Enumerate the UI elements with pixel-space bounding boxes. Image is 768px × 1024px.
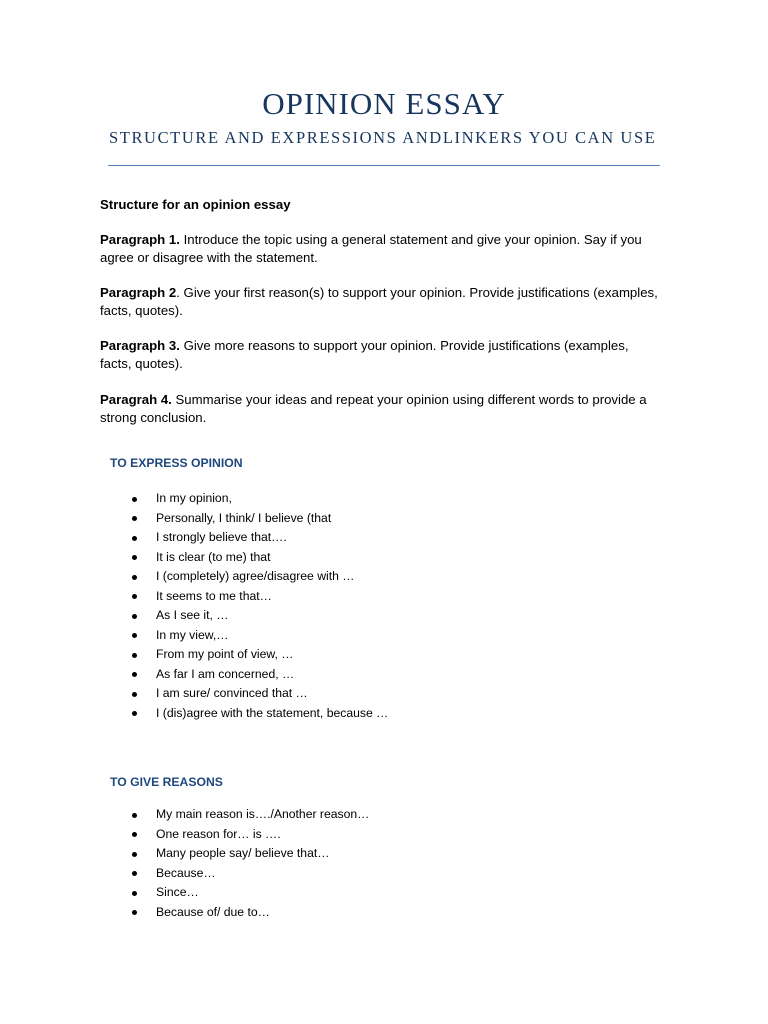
bullet-icon [132, 594, 137, 599]
bullet-icon [132, 711, 137, 716]
list-item-text: I am sure/ convinced that … [156, 686, 308, 700]
paragraph-3 [100, 337, 660, 373]
list-item [130, 805, 369, 825]
list-item-text: It seems to me that… [156, 588, 272, 603]
express-opinion-list [130, 489, 388, 723]
bullet-icon [132, 813, 137, 818]
paragraph-label: Paragrah 4. [100, 392, 172, 407]
paragraph-1 [100, 231, 660, 267]
list-item [130, 528, 388, 548]
paragraph-4 [100, 391, 660, 427]
list-item-text: My main reason is…./Another reason… [156, 807, 370, 821]
bullet-icon [132, 555, 137, 560]
list-item-text: Because of/ due to… [156, 904, 270, 919]
give-reasons-list [130, 805, 369, 922]
list-item-text: In my view,… [156, 627, 229, 642]
structure-heading-text: Structure for an opinion essay [100, 197, 291, 212]
bullet-icon [132, 614, 137, 619]
list-item-text: I (completely) agree/disagree with … [156, 569, 355, 583]
list-item [130, 665, 388, 685]
list-item [130, 606, 388, 626]
bullet-icon [132, 910, 137, 915]
bullet-icon [132, 692, 137, 697]
document-title: OPINION ESSAY [262, 86, 506, 121]
give-reasons-heading: TO GIVE REASONS [110, 775, 223, 789]
list-item-text: As I see it, … [156, 608, 229, 622]
bullet-icon [132, 516, 137, 521]
list-item-text: One reason for… is …. [156, 826, 281, 841]
bullet-icon [132, 633, 137, 638]
bullet-icon [132, 891, 137, 896]
paragraph-text: Summarise your ideas and repeat your opinion using different words to provide a strong conclusion. [100, 392, 647, 425]
title-divider [108, 165, 660, 166]
paragraph-label: Paragraph 1. [100, 232, 180, 247]
list-item [130, 587, 388, 607]
list-item-text: As far I am concerned, … [156, 666, 295, 681]
bullet-icon [132, 497, 137, 502]
paragraph-text: . Give your first reason(s) to support your opinion. Provide justifications (examples, facts, quotes). [100, 285, 658, 318]
list-item [130, 626, 388, 646]
bullet-icon [132, 832, 137, 837]
list-item-text: From my point of view, … [156, 647, 294, 661]
paragraph-2 [100, 284, 660, 320]
bullet-icon [132, 672, 137, 677]
express-opinion-heading: TO EXPRESS OPINION [110, 456, 243, 470]
list-item [130, 567, 388, 587]
list-item [130, 883, 369, 903]
bullet-icon [132, 852, 137, 857]
list-item [130, 903, 369, 923]
list-item-text: I (dis)agree with the statement, because … [156, 705, 389, 720]
list-item-text: Personally, I think/ I believe (that [156, 510, 332, 525]
bullet-icon [132, 871, 137, 876]
bullet-icon [132, 575, 137, 580]
list-item [130, 864, 369, 884]
bullet-icon [132, 653, 137, 658]
list-item [130, 825, 369, 845]
list-item-text: I strongly believe that…. [156, 530, 287, 544]
list-item-text: In my opinion, [156, 491, 232, 505]
paragraph-text: Introduce the topic using a general statement and give your opinion. Say if you agree or disagree with the statement. [100, 232, 642, 265]
list-item [130, 548, 388, 568]
list-item [130, 645, 388, 665]
list-item [130, 844, 369, 864]
list-item [130, 489, 388, 509]
paragraph-label: Paragraph 3. [100, 338, 180, 353]
list-item-text: It is clear (to me) that [156, 549, 271, 564]
list-item-text: Since… [156, 885, 199, 899]
list-item [130, 509, 388, 529]
paragraph-text: Give more reasons to support your opinion. Provide justifications (examples, facts, quotes). [100, 338, 629, 371]
paragraph-label: Paragraph 2 [100, 285, 177, 300]
list-item [130, 704, 388, 724]
list-item [130, 684, 388, 704]
list-item-text: Many people say/ believe that… [156, 846, 330, 860]
document-subtitle: STRUCTURE AND EXPRESSIONS ANDLINKERS YOU CAN USE [109, 128, 657, 147]
structure-heading [100, 196, 660, 214]
list-item-text: Because… [156, 865, 216, 880]
bullet-icon [132, 536, 137, 541]
